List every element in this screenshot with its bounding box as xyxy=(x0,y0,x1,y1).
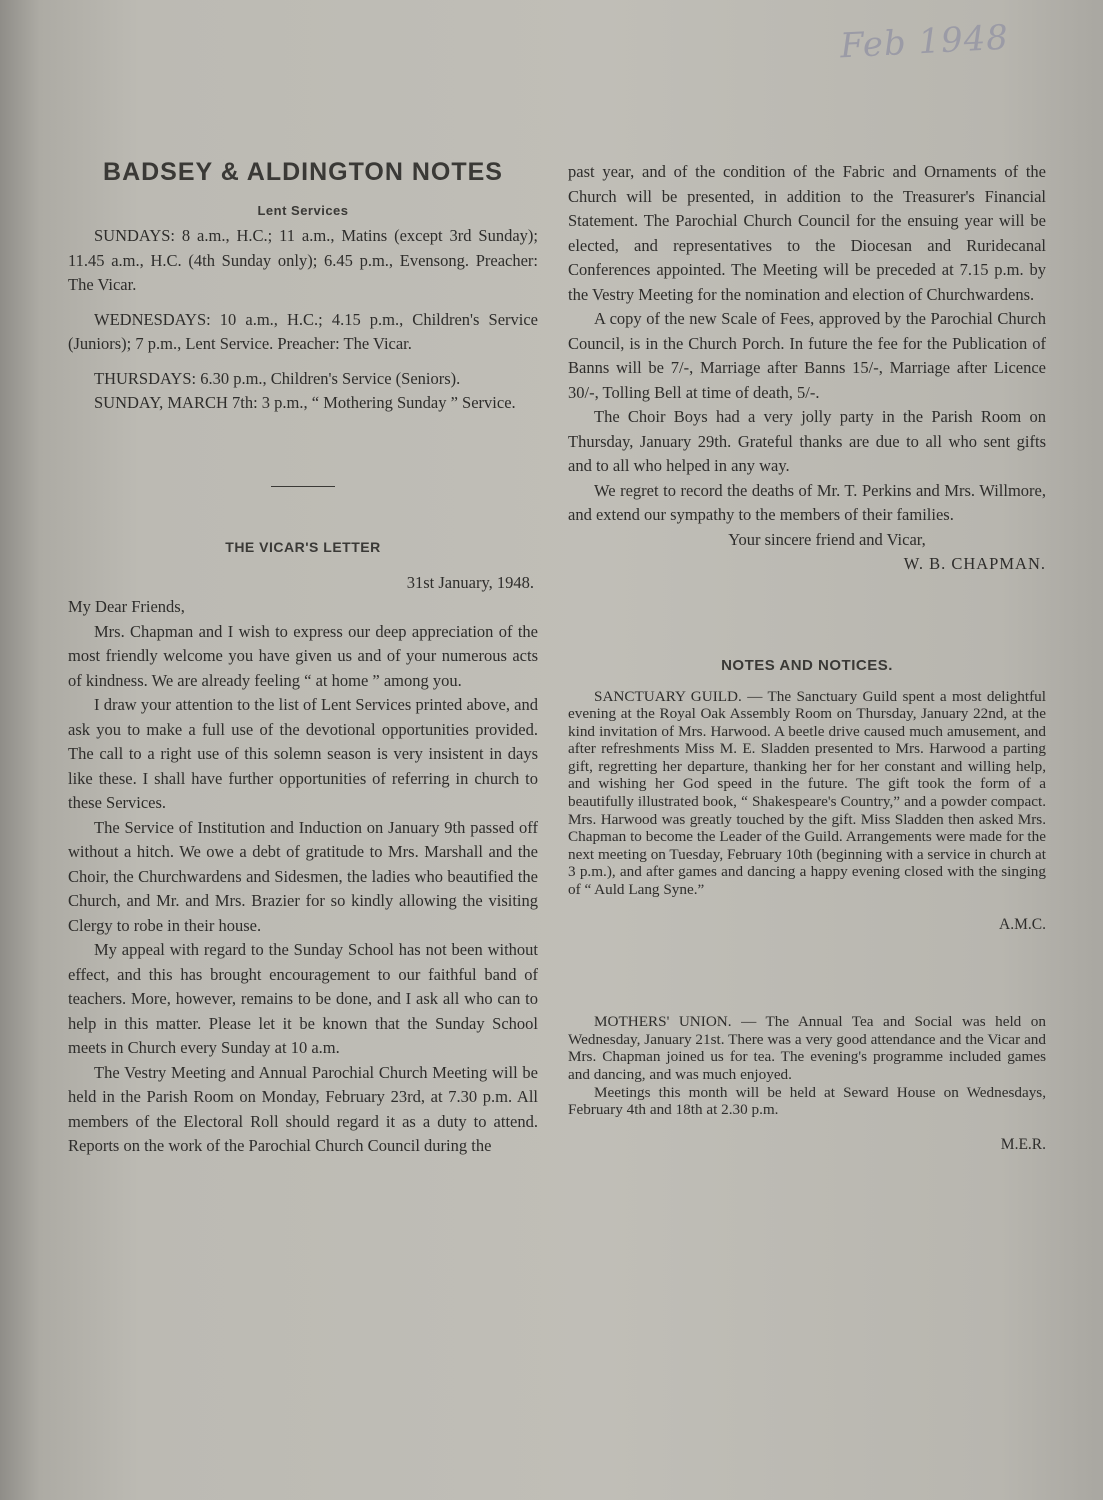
handwritten-date-annotation: Feb 1948 xyxy=(839,17,1010,67)
letter-paragraph: The Vestry Meeting and Annual Parochial Church Meeting will be held in the Parish Room on Monday, February 23rd, at 7.30 p.m. All members of the Electoral Roll should regard it as a duty to attend. Reports on the work of the Parochial Church Council during the xyxy=(68,1062,538,1155)
page-title: BADSEY & ALDINGTON NOTES xyxy=(103,158,503,186)
vicars-letter-heading: THE VICAR'S LETTER xyxy=(225,538,381,555)
service-mothering-sunday: SUNDAY, MARCH 7th: 3 p.m., “ Mothering Sunday ” Service. xyxy=(94,393,516,412)
letter-continued-paragraph: past year, and of the condition of the Fabric and Ornaments of the Church will be presented, in addition to the Treasurer's Financial Statement. The Parochial Church Council for the ensuing year will be elected, and representatives to the Diocesan and Ruridecanal Conferences appointed. The Meeting will be preceded at 7.15 p.m. by the Vestry Meeting for the nomination and election of Churchwardens. xyxy=(568,162,1046,304)
lent-services-heading: Lent Services xyxy=(257,203,349,218)
service-wednesdays: WEDNESDAYS: 10 a.m., H.C.; 4.15 p.m., Children's Service (Juniors); 7 p.m., Lent Service. Preacher: The Vicar. xyxy=(68,309,538,353)
letter-salutation: My Dear Friends, xyxy=(68,597,185,616)
service-sundays: SUNDAYS: 8 a.m., H.C.; 11 a.m., Matins (except 3rd Sunday); 11.45 a.m., H.C. (4th Sunday only); 6.45 p.m., Evensong. Preacher: The Vicar. xyxy=(68,226,538,294)
mothers-union-notice: MOTHERS' UNION. — The Annual Tea and Social was held on Wednesday, January 21st. There was a very good attendance and the Vicar and Mrs. Chapman joined us for tea. The evening's programme included games and dancing, and was much enjoyed. xyxy=(568,1013,1046,1083)
letter-paragraph: The Service of Institution and Induction on January 9th passed off without a hitch. We owe a debt of gratitude to Mrs. Marshall and the Choir, the Churchwardens and Sidesmen, the ladies who beautified the Church, and Mr. and Mrs. Brazier for so kindly allowing the visiting Clergy to robe in their house. xyxy=(68,817,538,935)
letter-continued-paragraph: A copy of the new Scale of Fees, approved by the Parochial Church Council, is in the Church Porch. In future the fee for the Publication of Banns will be 7/-, Marriage after Banns 15/-, Marriage after Licence 30/-, Tolling Bell at time of death, 5/-. xyxy=(568,309,1046,402)
letter-paragraph: Mrs. Chapman and I wish to express our deep appreciation of the most friendly welcome you have given us and of your numerous acts of kindness. We are already feeling “ at home ” among you. xyxy=(68,621,538,690)
letter-date: 31st January, 1948. xyxy=(406,572,534,592)
notes-and-notices-heading: NOTES AND NOTICES. xyxy=(721,656,893,674)
service-thursdays: THURSDAYS: 6.30 p.m., Children's Service (Seniors). xyxy=(94,368,461,388)
letter-paragraph: My appeal with regard to the Sunday School has not been without effect, and this has brought encouragement to our faithful band of teachers. More, however, remains to be done, and I ask all who can to help in this matter. Please let it be known that the Sunday School meets in Church every Sunday at 10 a.m. xyxy=(68,940,538,1057)
mothers-union-initials: M.E.R. xyxy=(1000,1135,1046,1153)
right-column xyxy=(568,150,1046,1157)
sanctuary-guild-notice: SANCTUARY GUILD. — The Sanctuary Guild spent a most delightful evening at the Royal Oak Assembly Room on Thursday, January 22nd, at the kind invitation of Mrs. Harwood. A beetle drive caused much amusement, and after refreshments Miss M. E. Sladden presented to Mrs. Harwood a parting gift, regretting her departure, thanking her for her constant and willing help, and wishing her God speed in the future. The gift took the form of a beautifully illustrated book, “ Shakespeare's Country,” and a powder compact. Mrs. Harwood was greatly touched by the gift. Miss Sladden then asked Mrs. Chapman to become the Leader of the Guild. Arrangements were made for the next meeting on Tuesday, February 10th (beginning with a service in church at 3 p.m.), and after games and dancing a happy evening closed with the singing of “ Auld Lang Syne.” xyxy=(568,687,1046,899)
letter-continued-paragraph: We regret to record the deaths of Mr. T. Perkins and Mrs. Willmore, and extend our sympathy to the members of their families. xyxy=(568,480,1046,524)
section-divider xyxy=(271,486,335,487)
mothers-union-meetings: Meetings this month will be held at Seward House on Wednesdays, February 4th and 18th at 2.30 p.m. xyxy=(568,1083,1046,1119)
letter-paragraph: I draw your attention to the list of Lent Services printed above, and ask you to make a full use of the devotional opportunities provided. The call to a right use of this solemn season is very insistent in days like these. I shall have further opportunities of referring in church to these Services. xyxy=(68,695,538,812)
letter-continued-paragraph: The Choir Boys had a very jolly party in the Parish Room on Thursday, January 29th. Grateful thanks are due to all who sent gifts and to all who helped in any way. xyxy=(568,407,1046,475)
letter-signature: W. B. CHAPMAN. xyxy=(903,554,1046,573)
letter-sign-off: Your sincere friend and Vicar, xyxy=(728,529,926,549)
sanctuary-guild-initials: A.M.C. xyxy=(999,915,1046,933)
left-column xyxy=(68,150,538,1159)
